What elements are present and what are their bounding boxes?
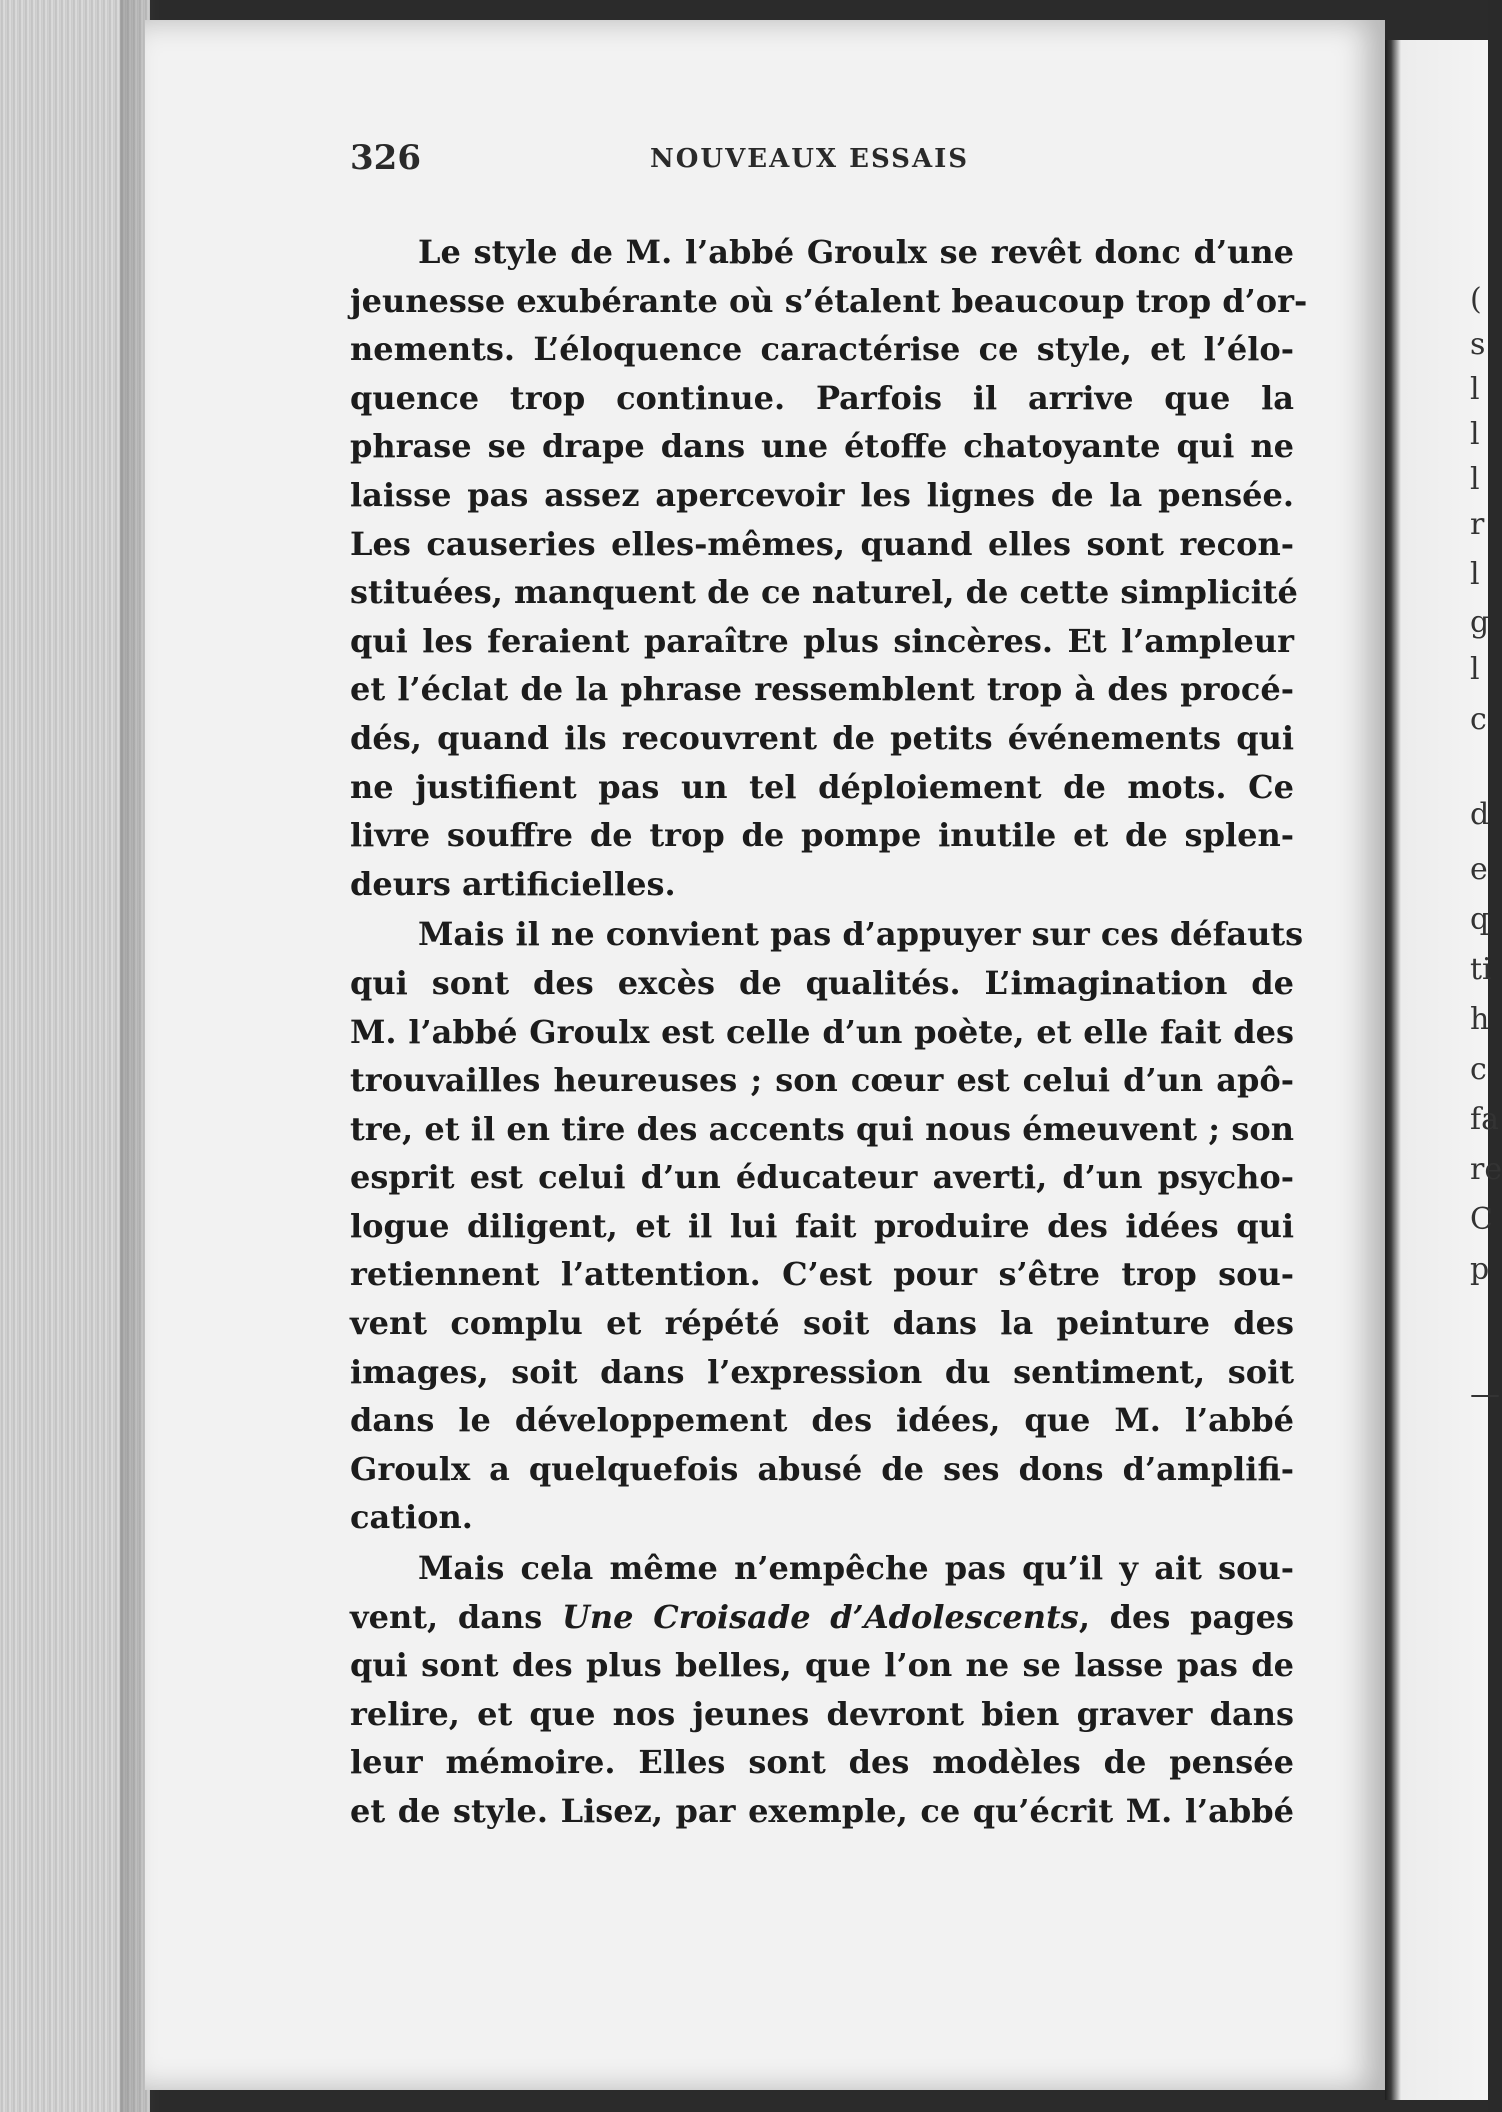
facing-page-fragment: r <box>1470 507 1485 542</box>
facing-page-fragment: s <box>1470 327 1486 362</box>
facing-page-fragment: q <box>1470 902 1490 937</box>
text-line: quence trop continue. Parfois il arrive que la <box>350 378 1294 417</box>
facing-page-fragment: c <box>1470 1052 1487 1087</box>
text-line: vent complu et répété soit dans la peinture des <box>350 1304 1294 1343</box>
text-line: Le style de M. l’abbé Groulx se revêt donc d’une <box>418 233 1294 271</box>
page-number: 326 <box>350 138 421 178</box>
text-line: logue diligent, et il lui fait produire des idées qui <box>350 1206 1294 1245</box>
facing-page-fragment: e <box>1470 852 1488 887</box>
text-line <box>350 1593 1294 1642</box>
facing-page-fragment: l <box>1470 417 1480 452</box>
text-line: cation. <box>350 1498 473 1537</box>
book-title-italic: Une Croisade d’Adolescents <box>562 1597 1079 1636</box>
text-line: nements. L’éloquence caractérise ce style, et l’élo- <box>350 330 1294 369</box>
text-line: leur mémoire. Elles sont des modèles de pensée <box>350 1743 1294 1782</box>
facing-page-fragment: ti <box>1470 952 1492 987</box>
text-line: jeunesse exubérante où s’étalent beaucoup trop d’or- <box>350 281 1308 320</box>
page-header <box>350 138 1300 178</box>
text-line: qui sont des plus belles, que l’on ne se lasse pas de <box>350 1646 1294 1685</box>
text-line: dans le développement des idées, que M. l’abbé <box>350 1401 1294 1440</box>
text-line: phrase se drape dans une étoffe chatoyante qui ne <box>350 427 1294 466</box>
body-text <box>350 228 1308 1836</box>
text-line: deurs artificielles. <box>350 864 676 903</box>
text-line: images, soit dans l’expression du sentiment, soit <box>350 1352 1294 1391</box>
text-line: ne justifient pas un tel déploiement de mots. Ce <box>350 767 1294 806</box>
facing-page-fragment: d <box>1470 797 1490 832</box>
facing-page-fragment: p <box>1470 1252 1490 1287</box>
text-line: relire, et que nos jeunes devront bien graver dans <box>350 1694 1294 1733</box>
text-line: M. l’abbé Groulx est celle d’un poète, et elle fait des <box>350 1012 1294 1051</box>
facing-page-fragment: re <box>1470 1152 1502 1187</box>
running-head: NOUVEAUX ESSAIS <box>650 144 970 174</box>
text-run: vent, dans <box>350 1597 543 1636</box>
text-line: et l’éclat de la phrase ressemblent trop à des procé- <box>350 670 1294 709</box>
text-line: laisse pas assez apercevoir les lignes de la pensée. <box>350 475 1294 514</box>
text-line: Groulx a quelquefois abusé de ses dons d’amplifi- <box>350 1449 1294 1488</box>
facing-page-fragment: ( <box>1470 282 1482 317</box>
facing-page-fragment: fa <box>1470 1102 1499 1137</box>
text-line: qui les feraient paraître plus sincères. Et l’ampleur <box>350 621 1294 660</box>
facing-page-fragment: c <box>1470 702 1487 737</box>
facing-page-fragment: h <box>1470 1002 1490 1037</box>
text-run: , des pages <box>1078 1597 1295 1636</box>
text-line: tre, et il en tire des accents qui nous émeuvent ; son <box>350 1109 1294 1148</box>
text-line: stituées, manquent de ce naturel, de cette simplicité <box>350 573 1298 612</box>
facing-page-fragment: l <box>1470 652 1480 687</box>
text-line: Mais cela même n’empêche pas qu’il y ait sou- <box>418 1549 1294 1588</box>
text-line: livre souffre de trop de pompe inutile et de splen- <box>350 816 1294 855</box>
text-line: trouvailles heureuses ; son cœur est celui d’un apô- <box>350 1061 1294 1100</box>
facing-page-fragment: g <box>1470 605 1490 640</box>
facing-page-fragment: C <box>1470 1202 1493 1237</box>
text-line: Les causeries elles-mêmes, quand elles sont recon- <box>350 524 1294 563</box>
text-line: retiennent l’attention. C’est pour s’être trop sou- <box>350 1255 1294 1294</box>
facing-page-fragment: — <box>1470 1377 1500 1412</box>
text-line: dés, quand ils recouvrent de petits événements qui <box>350 718 1294 757</box>
text-line: esprit est celui d’un éducateur averti, d’un psycho- <box>350 1158 1294 1197</box>
facing-page-fragment: l <box>1470 462 1480 497</box>
text-line: Mais il ne convient pas d’appuyer sur ces défauts <box>418 915 1304 954</box>
text-line: et de style. Lisez, par exemple, ce qu’écrit M. l’abbé <box>350 1792 1294 1830</box>
facing-page-fragment: l <box>1470 557 1480 592</box>
facing-page-fragment: l <box>1470 372 1480 407</box>
text-line: qui sont des excès de qualités. L’imagination de <box>350 963 1294 1002</box>
